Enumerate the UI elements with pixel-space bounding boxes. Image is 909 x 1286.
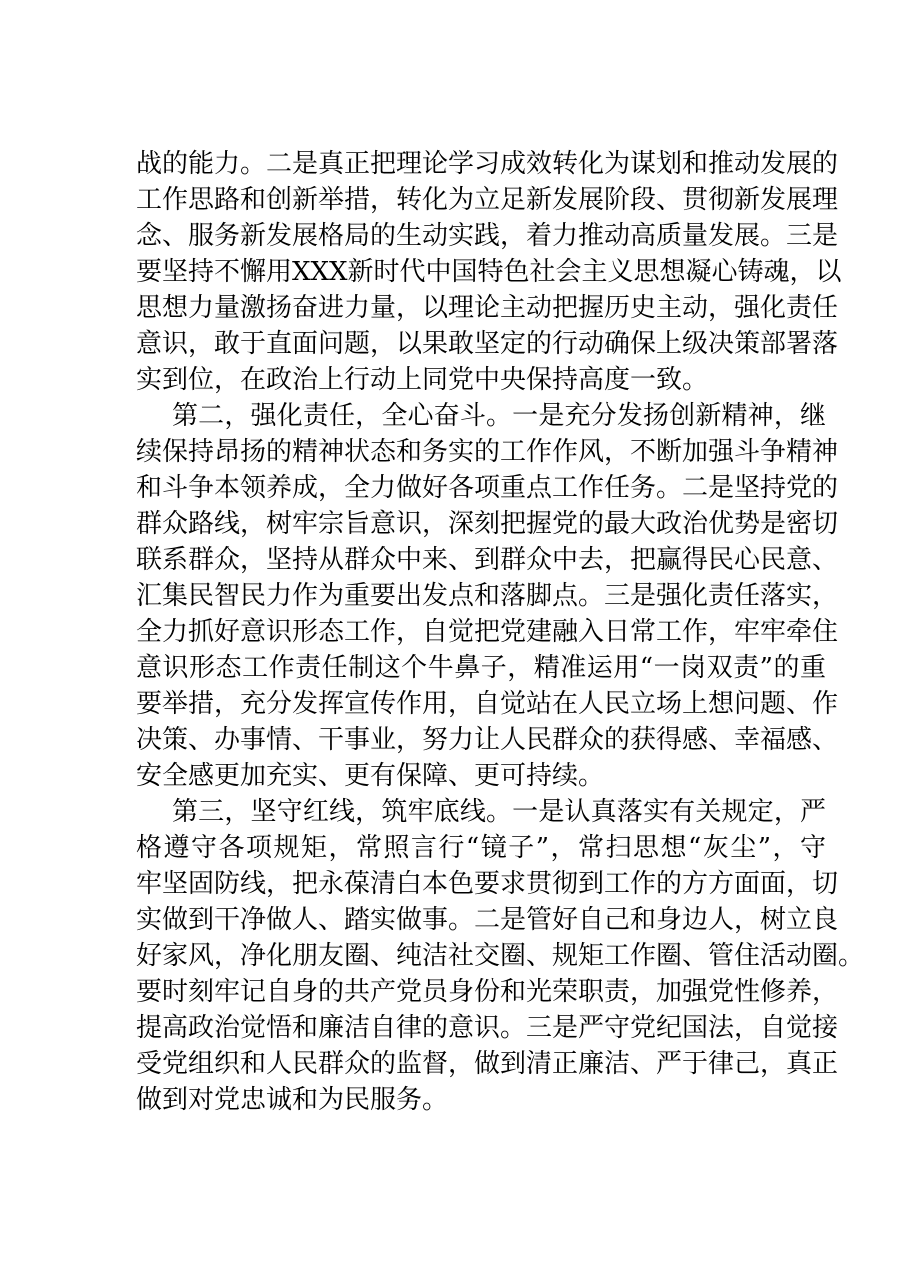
text-line: 第二，强化责任，全心奋斗。一是充分发扬创新精神，继 (172, 401, 826, 431)
text-line: 群众路线，树牢宗旨意识，深刻把握党的最大政治优势是密切 (136, 509, 839, 539)
text-line: 意识，敢于直面问题，以果敢坚定的行动确保上级决策部署落 (136, 329, 839, 359)
text-line: 联系群众，坚持从群众中来、到群众中去，把赢得民心民意、 (136, 545, 839, 575)
text-line: 决策、办事情、干事业，努力让人民群众的获得感、幸福感、 (136, 725, 839, 755)
text-line: 受党组织和人民群众的监督，做到清正廉洁、严于律己，真正 (136, 1049, 839, 1079)
text-line: 做到对党忠诚和为民服务。 (136, 1085, 449, 1115)
text-line: 战的能力。二是真正把理论学习成效转化为谋划和推动发展的 (136, 149, 839, 179)
text-line: 安全感更加充实、更有保障、更可持续。 (136, 761, 605, 791)
text-line: 第三，坚守红线，筑牢底线。一是认真落实有关规定，严 (172, 797, 826, 827)
paragraph-2 (136, 398, 839, 794)
text-line: 和斗争本领养成，全力做好各项重点工作任务。二是坚持党的 (136, 473, 839, 503)
paragraph-1 (136, 146, 842, 398)
text-line: 工作思路和创新举措，转化为立足新发展阶段、贯彻新发展理 (136, 185, 839, 215)
text-line: 好家风，净化朋友圈、纯洁社交圈、规矩工作圈、管住活动圈。 (136, 941, 865, 971)
text-line: 要举措，充分发挥宣传作用，自觉站在人民立场上想问题、作 (136, 689, 839, 719)
text-line: 汇集民智民力作为重要出发点和落脚点。三是强化责任落实， (136, 581, 839, 611)
text-line: 提高政治觉悟和廉洁自律的意识。三是严守党纪国法，自觉接 (136, 1013, 839, 1043)
text-line: 念、服务新发展格局的生动实践，着力推动高质量发展。三是 (136, 221, 839, 251)
paragraph-3 (136, 794, 865, 1118)
text-line: 牢坚固防线，把永葆清白本色要求贯彻到工作的方方面面，切 (136, 869, 839, 899)
document-body (136, 146, 865, 1118)
text-line: 续保持昂扬的精神状态和务实的工作作风，不断加强斗争精神 (136, 437, 839, 467)
text-line: 思想力量激扬奋进力量，以理论主动把握历史主动，强化责任 (136, 293, 839, 323)
text-line: 要时刻牢记自身的共产党员身份和光荣职责，加强党性修养， (136, 977, 839, 1007)
text-line: 实做到干净做人、踏实做事。二是管好自己和身边人，树立良 (136, 905, 839, 935)
text-line: 格遵守各项规矩，常照言行“镜子”，常扫思想“灰尘”，守 (136, 833, 826, 863)
text-line: 实到位，在政治上行动上同党中央保持高度一致。 (136, 365, 709, 395)
text-line: 意识形态工作责任制这个牛鼻子，精准运用“一岗双责”的重 (136, 653, 826, 683)
text-line: 全力抓好意识形态工作，自觉把党建融入日常工作，牢牢牵住 (136, 617, 839, 647)
text-line: 要坚持不懈用XXX新时代中国特色社会主义思想凝心铸魂，以 (136, 257, 842, 287)
